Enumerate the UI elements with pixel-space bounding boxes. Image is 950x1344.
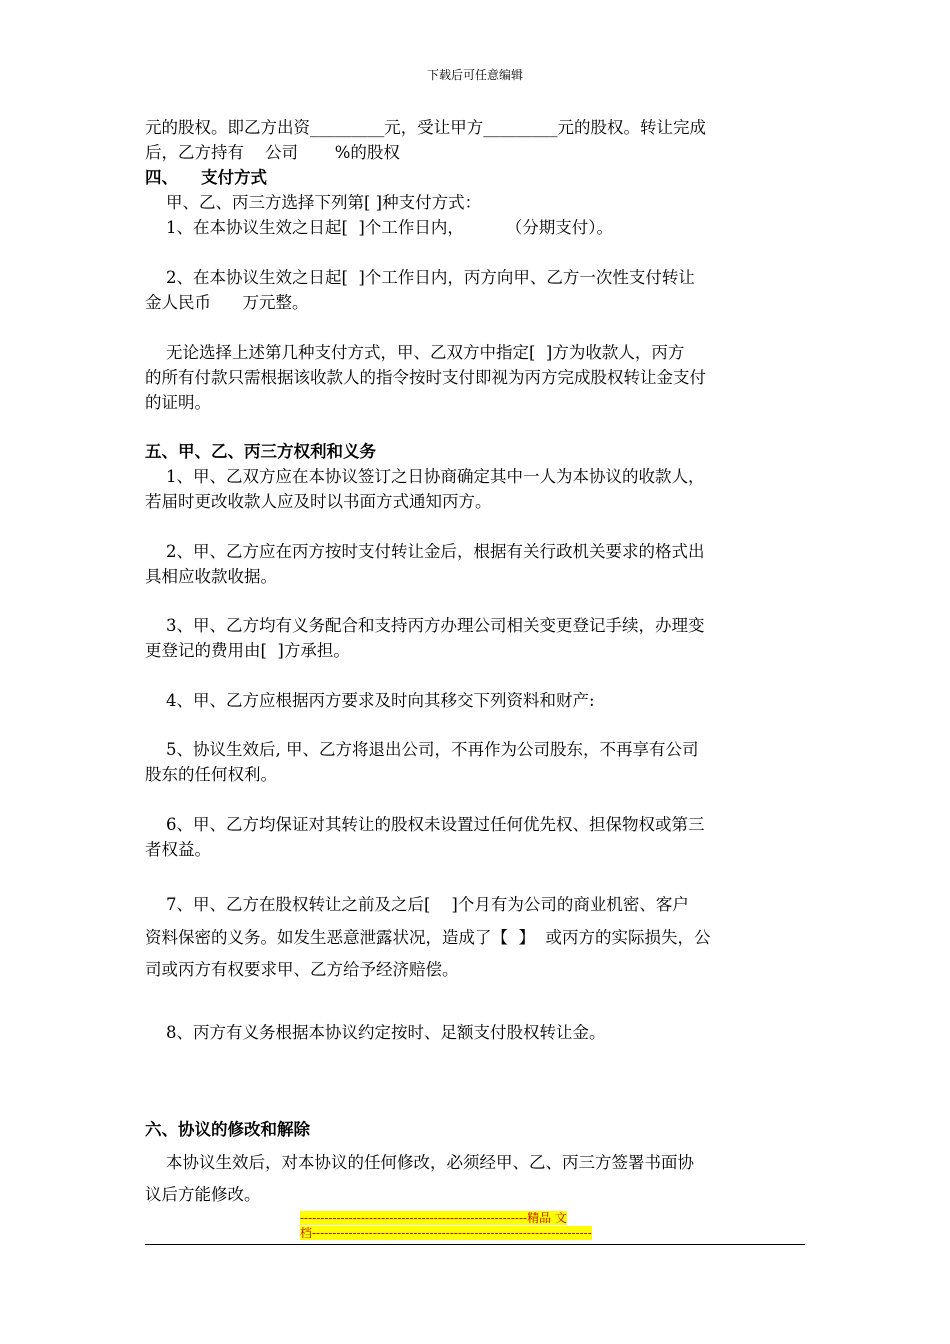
body-line: 1、在本协议生效之日起[ ]个工作日内， （分期支付）。 (145, 218, 614, 237)
body-line: 者权益。 (145, 840, 211, 859)
page-footer (300, 1211, 650, 1241)
section-heading-6: 六、协议的修改和解除 (145, 1120, 310, 1139)
body-line: 议后方能修改。 (145, 1185, 261, 1204)
body-line: 司或丙方有权要求甲、乙方给予经济赔偿。 (145, 960, 459, 979)
body-line: 无论选择上述第几种支付方式，甲、乙双方中指定[ ]方为收款人，丙方 (145, 343, 685, 362)
body-line: 股东的任何权利。 (145, 765, 277, 784)
page-header: 下载后可任意编辑 (426, 68, 523, 82)
body-line: 7、甲、乙方在股权转让之前及之后[ ]个月有为公司的商业机密、客户 (145, 895, 689, 914)
body-line: 后，乙方持有 公司 %的股权 (145, 143, 400, 162)
body-line: 本协议生效后，对本协议的任何修改，必须经甲、乙、丙三方签署书面协 (145, 1153, 694, 1172)
body-line: 2、甲、乙方应在丙方按时支付转让金后，根据有关行政机关要求的格式出 (145, 542, 705, 561)
body-line: 6、甲、乙方均保证对其转让的股权未设置过任何优先权、担保物权或第三 (145, 815, 705, 834)
body-line: 若届时更改收款人应及时以书面方式通知丙方。 (145, 492, 492, 511)
body-line: 5、协议生效后, 甲、乙方将退出公司，不再作为公司股东，不再享有公司 (145, 740, 699, 759)
body-line: 1、甲、乙双方应在本协议签订之日协商确定其中一人为本协议的收款人， (145, 467, 705, 486)
body-line: 甲、乙、丙三方选择下列第[ ]种支付方式： (145, 193, 482, 212)
body-line: 更登记的费用由[ ]方承担。 (145, 641, 350, 660)
section-heading-5: 五、甲、乙、丙三方权利和义务 (145, 442, 376, 461)
section-heading-4: 四、 支付方式 (145, 168, 267, 187)
body-line: 具相应收款收据。 (145, 567, 277, 586)
body-line: 2、在本协议生效之日起[ ]个工作日内，丙方向甲、乙方一次性支付转让 (145, 268, 695, 287)
footer-line-1: --------------------------------------------------------精品 文 (300, 1211, 567, 1225)
body-line: 元的股权。即乙方出资_________元，受让甲方_________元的股权。转让完成 (145, 118, 706, 137)
footer-line-2: 档--------------------------------------------------------------------- (300, 1226, 592, 1240)
body-line: 4、甲、乙方应根据丙方要求及时向其移交下列资料和财产: (145, 691, 595, 710)
body-line: 3、甲、乙方均有义务配合和支持丙方办理公司相关变更登记手续，办理变 (145, 616, 705, 635)
footer-rule (145, 1244, 805, 1245)
body-line: 的所有付款只需根据该收款人的指令按时支付即视为丙方完成股权转让金支付 (145, 368, 706, 387)
body-line: 资料保密的义务。如发生恶意泄露状况，造成了【 】 或丙方的实际损失，公 (145, 928, 711, 947)
body-line: 金人民币 万元整。 (145, 293, 309, 312)
body-line: 的证明。 (145, 393, 211, 412)
body-line: 8、丙方有义务根据本协议约定按时、足额支付股权转让金。 (145, 1023, 606, 1042)
